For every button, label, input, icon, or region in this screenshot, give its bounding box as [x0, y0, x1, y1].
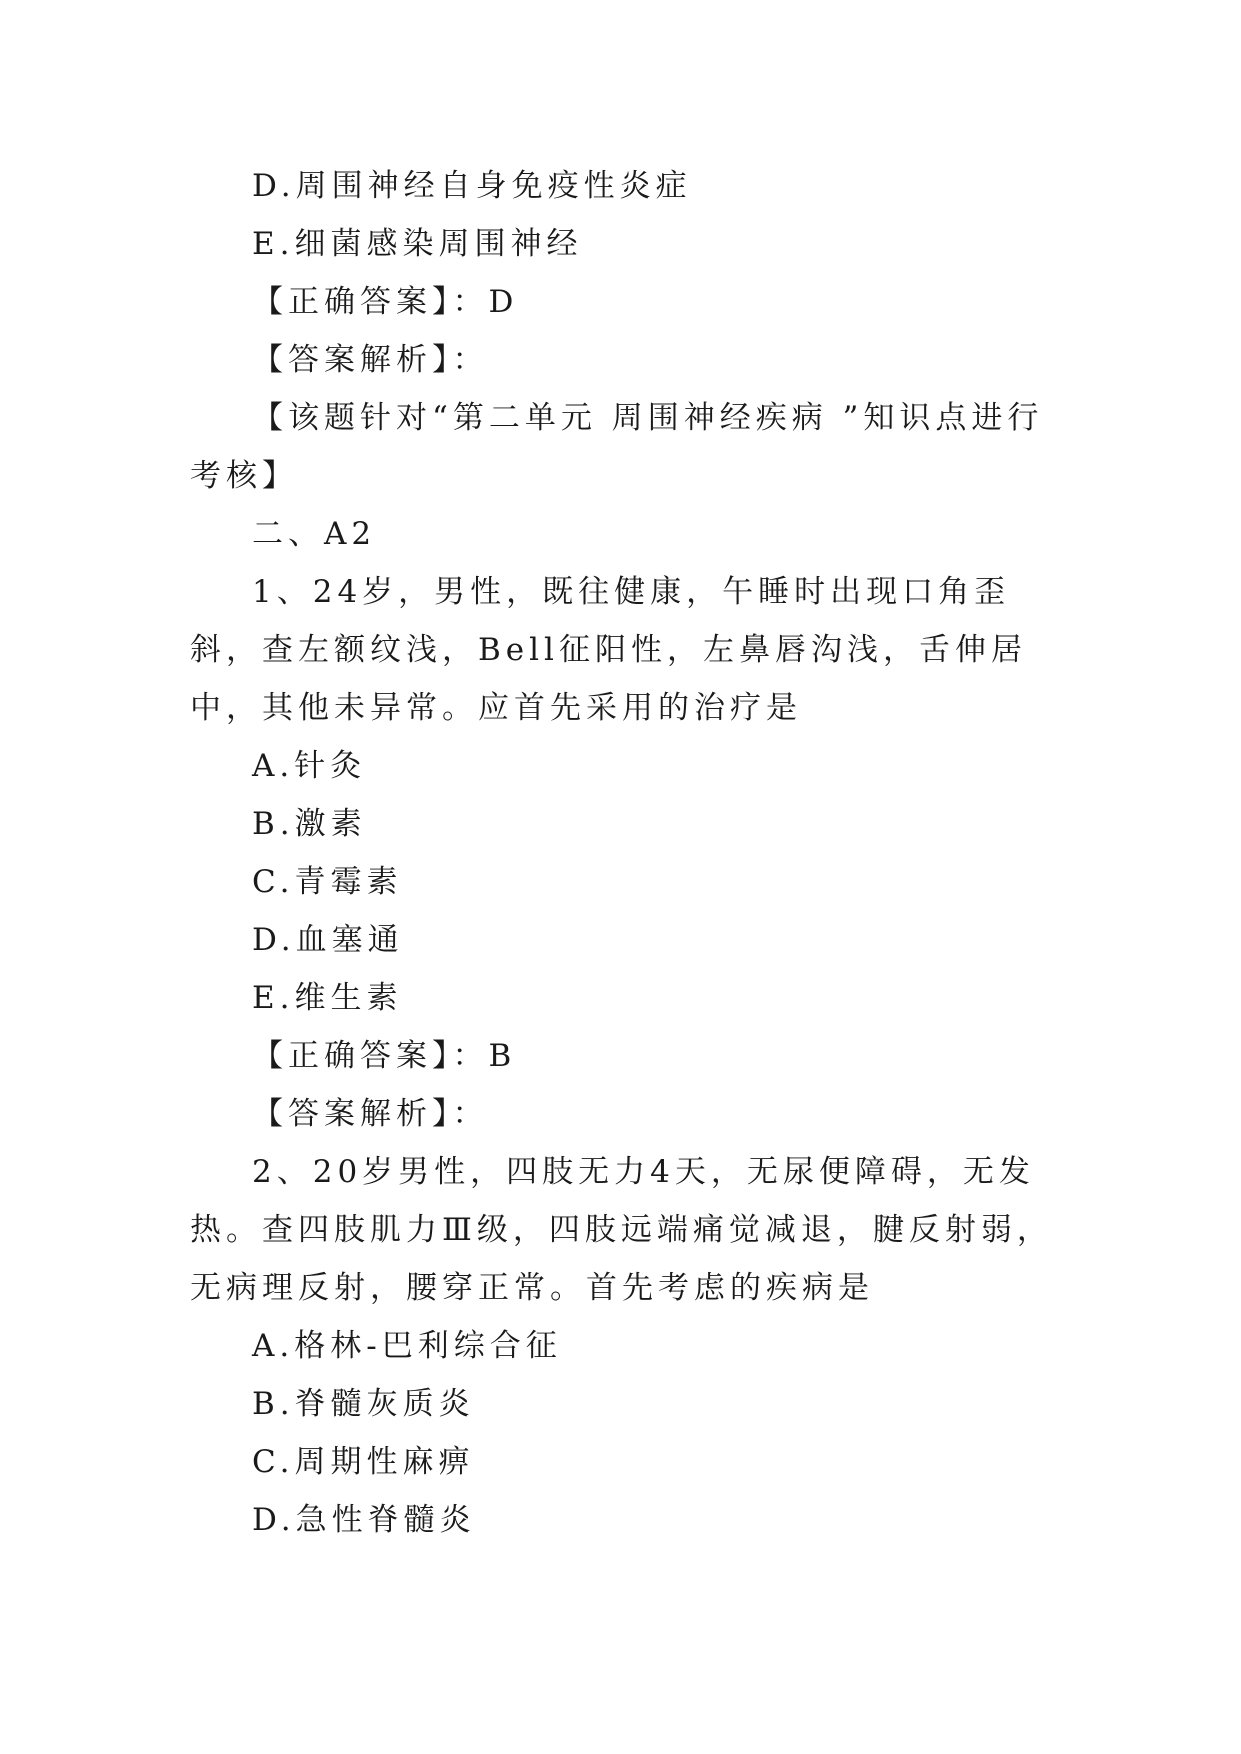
question-2-option-b: B.脊髓灰质炎	[252, 1386, 475, 1422]
question-1-option-e: E.维生素	[252, 980, 403, 1016]
question-1-answer-analysis: 【答案解析】：	[252, 1096, 489, 1132]
correct-answer-q0: 【正确答案】：D	[252, 284, 519, 320]
document-page	[190, 157, 1056, 1549]
knowledge-point-note: 【该题针对“第二单元 周围神经疾病 ”知识点进行考核】	[190, 400, 1044, 494]
question-1-option-a: A.针灸	[252, 748, 367, 784]
question-1-stem: 1、24岁，男性，既往健康，午睡时出现口角歪斜，查左额纹浅，Bell征阳性，左鼻唇沟浅，舌伸居中，其他未异常。应首先采用的治疗是	[190, 574, 1027, 726]
question-1-correct-answer: 【正确答案】：B	[252, 1038, 517, 1074]
question-2-stem: 2、20岁男性，四肢无力4天，无尿便障碍，无发热。查四肢肌力Ⅲ级，四肢远端痛觉减退，腱反射弱，无病理反射，腰穿正常。首先考虑的疾病是	[190, 1154, 1053, 1306]
option-e-q0: E.细菌感染周围神经	[252, 226, 583, 262]
section-heading-a2: 二、A2	[252, 516, 377, 552]
answer-analysis-q0: 【答案解析】：	[252, 342, 489, 378]
question-2-option-d: D.急性脊髓炎	[252, 1502, 476, 1538]
option-d-q0: D.周围神经自身免疫性炎症	[252, 168, 692, 204]
question-2-option-c: C.周期性麻痹	[252, 1444, 475, 1480]
question-2-option-a: A.格林-巴利综合征	[252, 1328, 562, 1364]
question-1-option-c: C.青霉素	[252, 864, 403, 900]
question-1-option-d: D.血塞通	[252, 922, 404, 958]
question-1-option-b: B.激素	[252, 806, 367, 842]
